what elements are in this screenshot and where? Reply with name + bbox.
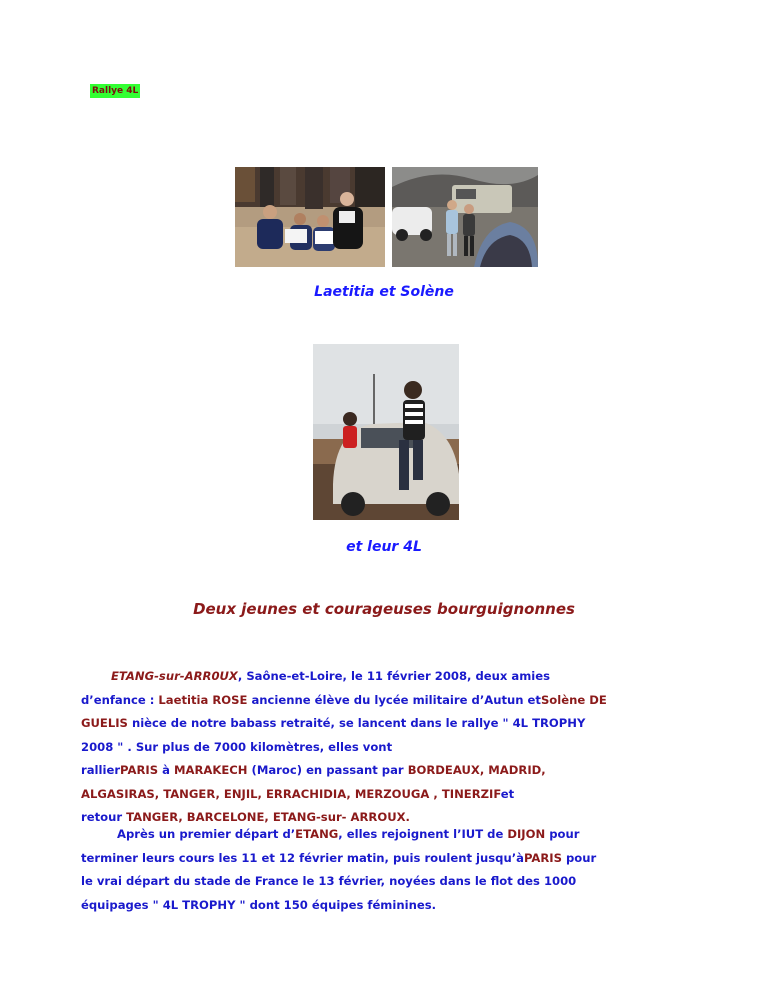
group-photo — [235, 167, 385, 267]
rallye-tag: Rallye 4L — [92, 86, 139, 96]
car-tent-photo — [392, 167, 538, 267]
article-headline: Deux jeunes et courageuses bourguignonnes — [193, 600, 575, 618]
caption-car: et leur 4L — [346, 539, 422, 555]
desert-car-photo — [313, 344, 459, 520]
paragraph-1: ETANG-sur-ARR0UX, Saône-et-Loire, le 11 février 2008, deux amies d’enfance : Laetitia ROSE ancienne élève du lycée militaire d’Autun etSolène DE GUELIS nièce de notre babass retraité, se lancent dans le rallye " 4L TROPHY 2008 " . Sur plus de 7000 kilomètres, elles vont rallierPARIS à MARAKECH (Maroc) en passant par BORDEAUX, MADRID, ALGASIRAS, TANGER, ENJIL, ERRACHIDIA, MERZOUGA , TINERZIFet retour TANGER, BARCELONE, ETANG-sur- ARROUX. — [81, 669, 607, 824]
paragraph-2: Après un premier départ d’ETANG, elles rejoignent l’IUT de DIJON pour terminer leurs cours les 11 et 12 février matin, puis roulent jusqu’àPARIS pour le vrai départ du stade de France le 13 février, noyées dans le flot des 1000 équipages " 4L TROPHY " dont 150 équipes féminines. — [81, 827, 597, 912]
caption-names: Laetitia et Solène — [314, 284, 454, 300]
